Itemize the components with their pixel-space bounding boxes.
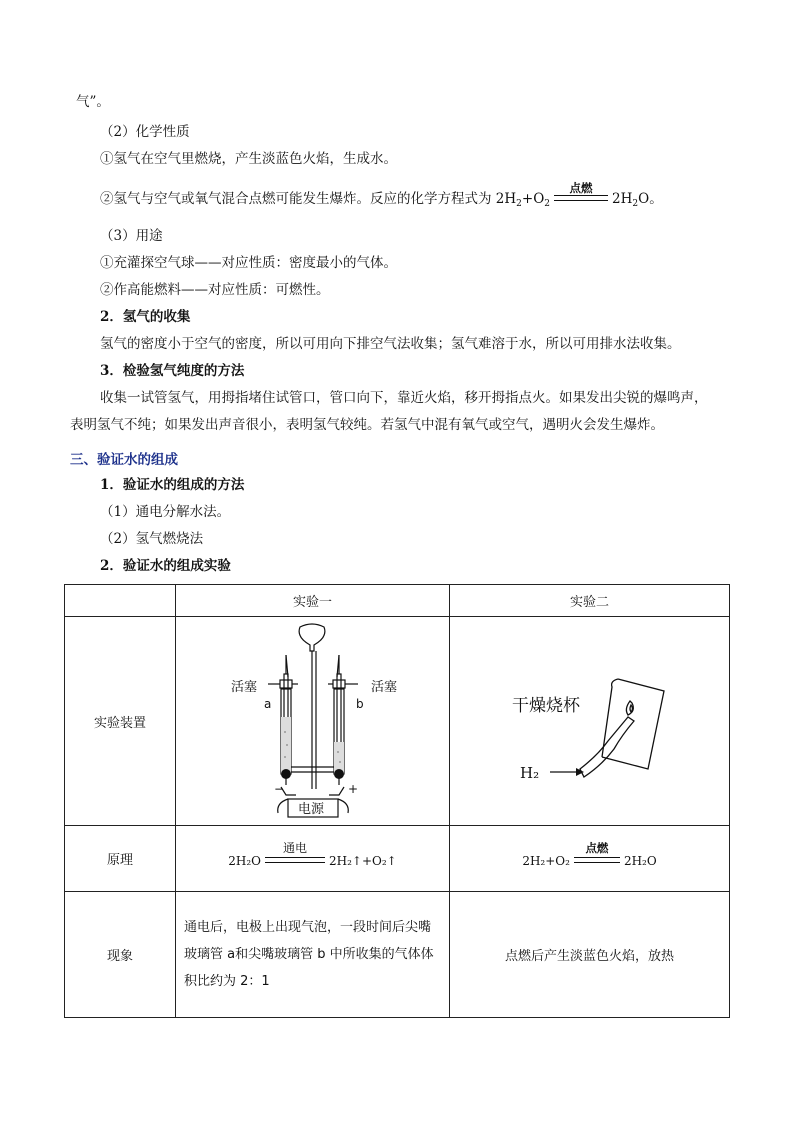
- text-line: 表明氢气不纯；如果发出声音很小，表明氢气较纯。若氢气中混有氧气或空气，遇明火会发生爆炸。: [70, 417, 664, 433]
- reaction-arrow: 点燃: [552, 187, 610, 205]
- header-cell: [65, 585, 176, 617]
- header-cell: 实验二: [450, 585, 730, 617]
- text-line: ②作高能燃料——对应性质：可燃性。: [100, 282, 330, 298]
- principle-electrolysis: 2H₂O 通电 2H₂↑+O₂↑: [176, 826, 450, 892]
- phenomenon-combustion: 点燃后产生淡蓝色火焰，放热: [450, 892, 730, 1018]
- text-line: ①充灌探空气球——对应性质：密度最小的气体。: [100, 255, 397, 271]
- electrolysis-apparatus-diagram: [176, 617, 450, 825]
- label-tube-b: b: [356, 697, 364, 711]
- label-dry-beaker: 干燥烧杯: [512, 696, 580, 716]
- row-label: 原理: [65, 826, 176, 892]
- subheading-chemical-properties: （2）化学性质: [100, 124, 190, 140]
- equation-line: ②氢气与空气或氧气混合点燃可能发生爆炸。反应的化学方程式为 $2H_2+O_2$ 点燃 $2H_2O$。: [100, 181, 663, 209]
- label-hydrogen: H₂: [520, 764, 540, 782]
- text-line: （1）通电分解水法。: [100, 504, 231, 520]
- heading-methods: 1．验证水的组成的方法: [100, 477, 245, 493]
- experiment-table: [64, 584, 730, 1018]
- text-line: 氢气的密度小于空气的密度，所以可用向下排空气法收集；氢气难溶于水，所以可用排水法收集。: [100, 336, 681, 352]
- label-tube-a: a: [264, 697, 272, 711]
- row-label: 现象: [65, 892, 176, 1018]
- combustion-apparatus-cell: [450, 617, 730, 826]
- text-line: （2）氢气燃烧法: [100, 531, 204, 547]
- label-stopcock-right: 活塞: [371, 680, 398, 695]
- label-stopcock-left: 活塞: [231, 680, 258, 695]
- section-title: 三、验证水的组成: [70, 452, 178, 468]
- heading-experiments: 2．验证水的组成实验: [100, 558, 231, 574]
- text-line: 气”。: [76, 94, 110, 110]
- heading-purity-test: 3．检验氢气纯度的方法: [100, 363, 245, 379]
- label-power-supply: 电源: [298, 802, 325, 817]
- phenomenon-electrolysis: 通电后，电极上出现气泡，一段时间后尖嘴玻璃管 a和尖嘴玻璃管 b 中所收集的气体体积比约为 2：1: [176, 892, 450, 1018]
- electrolysis-apparatus-cell: [176, 617, 450, 826]
- row-label: 实验装置: [65, 617, 176, 826]
- label-negative: −: [274, 782, 285, 796]
- heading-collection: 2．氢气的收集: [100, 309, 191, 325]
- text-line: ①氢气在空气里燃烧，产生淡蓝色火焰，生成水。: [100, 151, 397, 167]
- combustion-apparatus-diagram: [450, 617, 730, 825]
- text-line: 收集一试管氢气，用拇指堵住试管口，管口向下，靠近火焰，移开拇指点火。如果发出尖锐的爆鸣声，: [100, 390, 708, 406]
- header-cell: 实验一: [176, 585, 450, 617]
- label-positive: +: [348, 782, 359, 796]
- subheading-uses: （3）用途: [100, 228, 163, 244]
- principle-combustion: 2H₂+O₂ 点燃 2H₂O: [450, 826, 730, 892]
